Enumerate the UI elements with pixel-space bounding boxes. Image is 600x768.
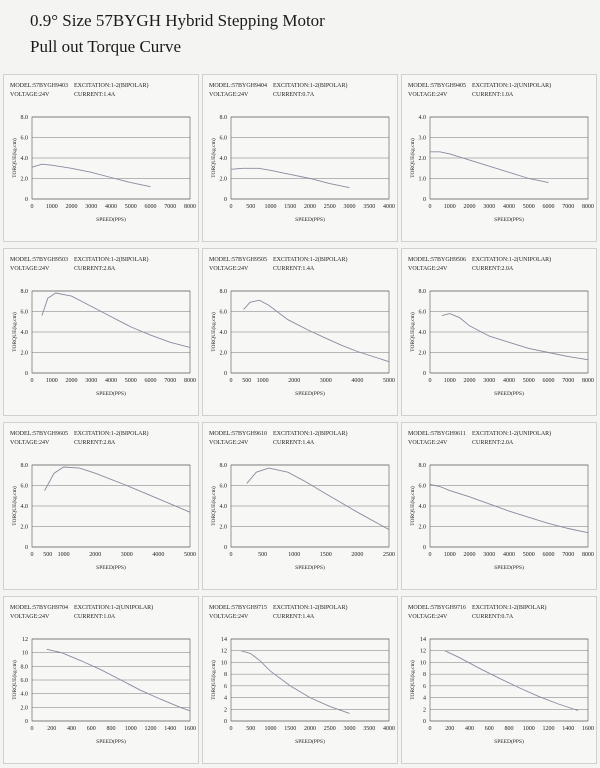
y-tick-label: 8.0 — [20, 664, 28, 671]
chart-model-label: MODEL:57BYGH9611 — [408, 431, 466, 437]
y-tick-label: 0 — [224, 371, 227, 377]
chart-excitation-label: EXCITATION:1-2(BIPOLAR) — [472, 605, 547, 611]
chart-svg — [402, 597, 598, 765]
torque-curve — [247, 468, 389, 529]
y-tick-label: 0 — [25, 545, 28, 551]
y-axis-label: TORQUE(kg.cm) — [410, 138, 416, 178]
y-axis-label: TORQUE(kg.cm) — [211, 486, 217, 526]
y-tick-label: 8.0 — [418, 289, 426, 295]
y-axis-label: TORQUE(kg.cm) — [12, 312, 18, 352]
x-tick-label: 1500 — [319, 552, 332, 558]
x-tick-label: 1400 — [164, 726, 177, 732]
y-tick-label: 4.0 — [219, 504, 227, 510]
torque-curve — [430, 152, 549, 183]
x-axis-label: SPEED(PPS) — [96, 217, 126, 223]
x-tick-label: 500 — [43, 552, 53, 558]
y-axis-label: TORQUE(kg.cm) — [410, 312, 416, 352]
x-tick-label: 2000 — [304, 726, 316, 732]
x-axis-label: SPEED(PPS) — [494, 217, 524, 223]
x-tick-label: 1000 — [124, 726, 137, 732]
y-tick-label: 4.0 — [219, 156, 227, 162]
x-tick-label: 6000 — [542, 378, 555, 384]
chart-svg — [4, 75, 200, 243]
x-tick-label: 1500 — [284, 204, 297, 210]
chart-panel — [3, 74, 199, 242]
y-axis-label: TORQUE(kg.cm) — [12, 138, 18, 178]
torque-curve — [42, 293, 190, 347]
page-subtitle: Pull out Torque Curve — [30, 37, 182, 56]
x-tick-label: 1000 — [522, 726, 535, 732]
y-axis-label: TORQUE(kg.cm) — [211, 138, 217, 178]
x-tick-label: 600 — [86, 726, 96, 732]
y-tick-label: 6.0 — [20, 135, 28, 142]
chart-model-label: MODEL:57BYGH9505 — [209, 257, 267, 263]
y-tick-label: 6 — [423, 683, 426, 690]
chart-svg — [203, 423, 399, 591]
y-tick-label: 4.0 — [20, 504, 28, 510]
y-tick-label: 2 — [224, 707, 227, 714]
x-tick-label: 7000 — [164, 378, 177, 384]
x-tick-label: 4000 — [383, 204, 395, 210]
chart-excitation-label: EXCITATION:1-2(BIPOLAR) — [273, 83, 348, 89]
x-tick-label: 2000 — [65, 378, 78, 384]
torque-curve — [445, 651, 578, 711]
chart-model-label: MODEL:57BYGH9506 — [408, 257, 466, 263]
x-tick-label: 200 — [445, 726, 455, 732]
torque-curve — [45, 467, 190, 512]
chart-voltage-label: VOLTAGE:24V — [408, 614, 448, 620]
x-tick-label: 3000 — [85, 204, 98, 210]
x-tick-label: 0 — [30, 204, 34, 210]
y-tick-label: 6 — [224, 683, 227, 690]
y-tick-label: 4 — [224, 695, 227, 702]
y-tick-label: 8.0 — [219, 463, 227, 469]
y-tick-label: 14 — [221, 637, 227, 643]
y-tick-label: 6.0 — [219, 483, 227, 490]
x-tick-label: 6000 — [144, 378, 157, 384]
x-tick-label: 200 — [47, 726, 57, 732]
x-tick-label: 8000 — [184, 204, 196, 210]
x-tick-label: 2000 — [463, 378, 476, 384]
x-tick-label: 1200 — [542, 726, 555, 732]
y-tick-label: 8.0 — [20, 289, 28, 295]
x-tick-label: 3000 — [343, 726, 356, 732]
chart-panel — [202, 74, 398, 242]
x-tick-label: 4000 — [503, 552, 515, 558]
x-tick-label: 7000 — [164, 204, 177, 210]
y-axis-label: TORQUE(kg.cm) — [211, 660, 217, 700]
x-tick-label: 7000 — [562, 204, 575, 210]
y-tick-label: 6.0 — [20, 309, 28, 316]
x-axis-label: SPEED(PPS) — [295, 217, 325, 223]
x-tick-label: 1000 — [256, 378, 269, 384]
y-tick-label: 8 — [224, 672, 227, 679]
chart-model-label: MODEL:57BYGH9503 — [10, 257, 68, 263]
chart-panel — [3, 248, 199, 416]
x-axis-label: SPEED(PPS) — [494, 565, 524, 571]
x-tick-label: 500 — [246, 726, 256, 732]
x-tick-label: 800 — [504, 726, 514, 732]
x-tick-label: 3000 — [319, 378, 332, 384]
chart-panel — [401, 248, 597, 416]
x-tick-label: 1000 — [443, 204, 456, 210]
x-tick-label: 500 — [246, 204, 256, 210]
torque-curve — [430, 485, 588, 533]
chart-excitation-label: EXCITATION:1-2(UNIPOLAR) — [472, 83, 552, 89]
x-tick-label: 4000 — [105, 204, 117, 210]
x-tick-label: 400 — [67, 726, 76, 732]
x-tick-label: 1200 — [144, 726, 157, 732]
chart-current-label: CURRENT:2.8A — [74, 266, 116, 272]
chart-excitation-label: EXCITATION:1-2(BIPOLAR) — [74, 257, 149, 263]
y-tick-label: 4.0 — [418, 330, 426, 336]
y-tick-label: 0 — [25, 371, 28, 377]
y-tick-label: 2.0 — [418, 524, 426, 531]
chart-model-label: MODEL:57BYGH9704 — [10, 605, 68, 611]
y-tick-label: 6.0 — [20, 483, 28, 490]
x-tick-label: 4000 — [383, 726, 395, 732]
y-tick-label: 0 — [423, 719, 426, 725]
y-tick-label: 14 — [420, 637, 426, 643]
x-axis-label: SPEED(PPS) — [494, 391, 524, 397]
x-tick-label: 6000 — [542, 204, 555, 210]
chart-voltage-label: VOLTAGE:24V — [209, 92, 249, 98]
chart-current-label: CURRENT:2.0A — [472, 266, 514, 272]
x-tick-label: 2500 — [383, 552, 395, 558]
x-tick-label: 5000 — [522, 378, 535, 384]
chart-panel — [202, 422, 398, 590]
chart-voltage-label: VOLTAGE:24V — [10, 266, 50, 272]
y-tick-label: 1.0 — [418, 176, 426, 183]
chart-panel — [3, 422, 199, 590]
x-tick-label: 5000 — [184, 552, 196, 558]
y-tick-label: 0 — [224, 197, 227, 203]
x-tick-label: 4000 — [503, 204, 515, 210]
chart-voltage-label: VOLTAGE:24V — [408, 266, 448, 272]
x-tick-label: 1000 — [443, 378, 456, 384]
x-tick-label: 5000 — [522, 204, 535, 210]
y-tick-label: 4.0 — [20, 691, 28, 698]
torque-curve — [32, 164, 151, 187]
y-tick-label: 4.0 — [20, 330, 28, 336]
y-tick-label: 8.0 — [219, 115, 227, 121]
x-tick-label: 2000 — [351, 552, 364, 558]
x-tick-label: 3000 — [85, 378, 98, 384]
y-tick-label: 6.0 — [219, 135, 227, 142]
y-tick-label: 2.0 — [20, 350, 28, 357]
y-axis-label: TORQUE(kg.cm) — [12, 660, 18, 700]
x-tick-label: 4000 — [503, 378, 515, 384]
x-tick-label: 8000 — [582, 204, 594, 210]
x-tick-label: 1600 — [184, 726, 196, 732]
x-axis-label: SPEED(PPS) — [295, 391, 325, 397]
chart-model-label: MODEL:57BYGH9404 — [209, 83, 267, 89]
y-tick-label: 6.0 — [219, 309, 227, 316]
x-tick-label: 0 — [30, 378, 34, 384]
x-tick-label: 8000 — [582, 552, 594, 558]
x-tick-label: 3500 — [363, 726, 376, 732]
x-tick-label: 1400 — [562, 726, 575, 732]
chart-svg — [402, 249, 598, 417]
torque-curve — [231, 168, 350, 187]
y-tick-label: 4.0 — [418, 115, 426, 121]
y-tick-label: 4.0 — [20, 156, 28, 162]
y-tick-label: 8.0 — [20, 115, 28, 121]
chart-excitation-label: EXCITATION:1-2(UNIPOLAR) — [74, 605, 154, 611]
chart-current-label: CURRENT:1.4A — [273, 266, 315, 272]
y-tick-label: 8.0 — [418, 463, 426, 469]
x-tick-label: 6000 — [542, 552, 555, 558]
y-tick-label: 3.0 — [418, 135, 426, 142]
x-tick-label: 1000 — [45, 378, 58, 384]
x-tick-label: 0 — [229, 552, 233, 558]
x-tick-label: 2000 — [288, 378, 301, 384]
chart-excitation-label: EXCITATION:1-2(BIPOLAR) — [273, 605, 348, 611]
chart-current-label: CURRENT:1.0A — [472, 92, 514, 98]
y-tick-label: 6.0 — [418, 483, 426, 490]
chart-current-label: CURRENT:1.4A — [273, 440, 315, 446]
chart-current-label: CURRENT:1.4A — [273, 614, 315, 620]
chart-svg — [4, 249, 200, 417]
y-tick-label: 4 — [423, 695, 426, 702]
y-tick-label: 2.0 — [20, 176, 28, 183]
chart-panel — [202, 596, 398, 764]
y-tick-label: 6.0 — [418, 309, 426, 316]
x-tick-label: 3000 — [483, 378, 496, 384]
chart-panel — [401, 422, 597, 590]
chart-excitation-label: EXCITATION:1-2(BIPOLAR) — [273, 257, 348, 263]
x-tick-label: 3000 — [343, 204, 356, 210]
x-tick-label: 3500 — [363, 204, 376, 210]
chart-svg — [402, 75, 598, 243]
plot-frame — [430, 639, 588, 721]
chart-voltage-label: VOLTAGE:24V — [209, 614, 249, 620]
y-tick-label: 0 — [423, 371, 426, 377]
x-tick-label: 0 — [30, 552, 34, 558]
chart-excitation-label: EXCITATION:1-2(BIPOLAR) — [273, 431, 348, 437]
y-tick-label: 2.0 — [219, 524, 227, 531]
y-axis-label: TORQUE(kg.cm) — [12, 486, 18, 526]
x-tick-label: 0 — [229, 204, 233, 210]
x-tick-label: 2000 — [65, 204, 78, 210]
y-tick-label: 10 — [22, 650, 28, 657]
y-tick-label: 12 — [22, 637, 28, 643]
chart-excitation-label: EXCITATION:1-2(UNIPOLAR) — [472, 431, 552, 437]
x-tick-label: 600 — [484, 726, 494, 732]
x-tick-label: 1000 — [288, 552, 301, 558]
x-tick-label: 2500 — [323, 726, 336, 732]
chart-voltage-label: VOLTAGE:24V — [10, 614, 50, 620]
chart-model-label: MODEL:57BYGH9405 — [408, 83, 466, 89]
y-tick-label: 12 — [420, 648, 426, 655]
y-tick-label: 8.0 — [219, 289, 227, 295]
x-tick-label: 5000 — [124, 204, 137, 210]
x-tick-label: 3000 — [120, 552, 133, 558]
x-tick-label: 0 — [428, 726, 432, 732]
x-tick-label: 1600 — [582, 726, 594, 732]
x-axis-label: SPEED(PPS) — [494, 739, 524, 745]
chart-svg — [203, 597, 399, 765]
x-tick-label: 0 — [229, 726, 233, 732]
x-tick-label: 1000 — [57, 552, 70, 558]
chart-model-label: MODEL:57BYGH9610 — [209, 431, 267, 437]
x-axis-label: SPEED(PPS) — [96, 391, 126, 397]
x-tick-label: 5000 — [383, 378, 395, 384]
x-tick-label: 5000 — [124, 378, 137, 384]
y-tick-label: 6.0 — [20, 678, 28, 684]
y-tick-label: 8 — [423, 672, 426, 679]
x-tick-label: 0 — [229, 378, 233, 384]
page-title: 0.9° Size 57BYGH Hybrid Stepping Motor — [30, 11, 325, 30]
y-tick-label: 8.0 — [20, 463, 28, 469]
x-tick-label: 8000 — [582, 378, 594, 384]
x-tick-label: 400 — [465, 726, 474, 732]
x-tick-label: 1000 — [45, 204, 58, 210]
chart-model-label: MODEL:57BYGH9715 — [209, 605, 267, 611]
x-tick-label: 500 — [258, 552, 268, 558]
y-tick-label: 4.0 — [219, 330, 227, 336]
x-tick-label: 0 — [428, 552, 432, 558]
x-tick-label: 2500 — [323, 204, 336, 210]
y-axis-label: TORQUE(kg.cm) — [410, 486, 416, 526]
x-tick-label: 3000 — [483, 552, 496, 558]
x-axis-label: SPEED(PPS) — [295, 739, 325, 745]
x-tick-label: 0 — [30, 726, 34, 732]
chart-current-label: CURRENT:0.7A — [273, 92, 315, 98]
chart-grid — [3, 74, 597, 760]
chart-svg — [203, 75, 399, 243]
y-tick-label: 0 — [25, 197, 28, 203]
x-tick-label: 7000 — [562, 378, 575, 384]
y-tick-label: 2.0 — [20, 524, 28, 531]
x-axis-label: SPEED(PPS) — [96, 739, 126, 745]
x-axis-label: SPEED(PPS) — [96, 565, 126, 571]
y-tick-label: 0 — [423, 545, 426, 551]
chart-voltage-label: VOLTAGE:24V — [408, 440, 448, 446]
y-tick-label: 0 — [224, 545, 227, 551]
chart-panel — [401, 596, 597, 764]
x-tick-label: 5000 — [522, 552, 535, 558]
y-tick-label: 12 — [221, 648, 227, 655]
chart-current-label: CURRENT:1.0A — [74, 614, 116, 620]
chart-voltage-label: VOLTAGE:24V — [209, 266, 249, 272]
x-tick-label: 1500 — [284, 726, 297, 732]
y-tick-label: 0 — [25, 719, 28, 725]
y-tick-label: 0 — [423, 197, 426, 203]
x-tick-label: 4000 — [152, 552, 165, 558]
y-axis-label: TORQUE(kg.cm) — [410, 660, 416, 700]
x-tick-label: 800 — [106, 726, 116, 732]
x-tick-label: 2000 — [463, 552, 476, 558]
y-tick-label: 10 — [221, 660, 227, 667]
chart-model-label: MODEL:57BYGH9716 — [408, 605, 466, 611]
chart-svg — [4, 423, 200, 591]
chart-panel — [3, 596, 199, 764]
chart-svg — [203, 249, 399, 417]
chart-model-label: MODEL:57BYGH9605 — [10, 431, 68, 437]
x-tick-label: 0 — [428, 204, 432, 210]
x-tick-label: 8000 — [184, 378, 196, 384]
y-tick-label: 10 — [420, 660, 426, 667]
y-tick-label: 2.0 — [418, 156, 426, 162]
chart-svg — [4, 597, 200, 765]
plot-frame — [231, 639, 389, 721]
torque-curve — [241, 651, 350, 714]
y-tick-label: 2.0 — [219, 350, 227, 357]
x-tick-label: 500 — [242, 378, 252, 384]
y-tick-label: 2.0 — [219, 176, 227, 183]
chart-voltage-label: VOLTAGE:24V — [408, 92, 448, 98]
x-tick-label: 1000 — [443, 552, 456, 558]
x-tick-label: 4000 — [351, 378, 364, 384]
y-axis-label: TORQUE(kg.cm) — [211, 312, 217, 352]
chart-panel — [401, 74, 597, 242]
y-tick-label: 2 — [423, 707, 426, 714]
x-tick-label: 1000 — [264, 726, 277, 732]
x-axis-label: SPEED(PPS) — [295, 565, 325, 571]
chart-current-label: CURRENT:2.8A — [74, 440, 116, 446]
chart-voltage-label: VOLTAGE:24V — [10, 440, 50, 446]
chart-current-label: CURRENT:1.4A — [74, 92, 116, 98]
chart-current-label: CURRENT:0.7A — [472, 614, 514, 620]
chart-excitation-label: EXCITATION:1-2(UNIPOLAR) — [472, 257, 552, 263]
chart-voltage-label: VOLTAGE:24V — [10, 92, 50, 98]
x-tick-label: 6000 — [144, 204, 157, 210]
chart-svg — [402, 423, 598, 591]
y-tick-label: 2.0 — [418, 350, 426, 357]
x-tick-label: 2000 — [463, 204, 476, 210]
chart-current-label: CURRENT:2.0A — [472, 440, 514, 446]
x-tick-label: 4000 — [105, 378, 117, 384]
chart-panel — [202, 248, 398, 416]
y-tick-label: 4.0 — [418, 504, 426, 510]
x-tick-label: 2000 — [304, 204, 316, 210]
chart-excitation-label: EXCITATION:1-2(BIPOLAR) — [74, 431, 149, 437]
chart-model-label: MODEL:57BYGH9403 — [10, 83, 68, 89]
x-tick-label: 3000 — [483, 204, 496, 210]
x-tick-label: 7000 — [562, 552, 575, 558]
x-tick-label: 0 — [428, 378, 432, 384]
chart-excitation-label: EXCITATION:1-2(BIPOLAR) — [74, 83, 149, 89]
chart-voltage-label: VOLTAGE:24V — [209, 440, 249, 446]
torque-curve — [442, 314, 588, 360]
y-tick-label: 0 — [224, 719, 227, 725]
y-tick-label: 2.0 — [20, 705, 28, 712]
x-tick-label: 1000 — [264, 204, 277, 210]
x-tick-label: 2000 — [89, 552, 102, 558]
